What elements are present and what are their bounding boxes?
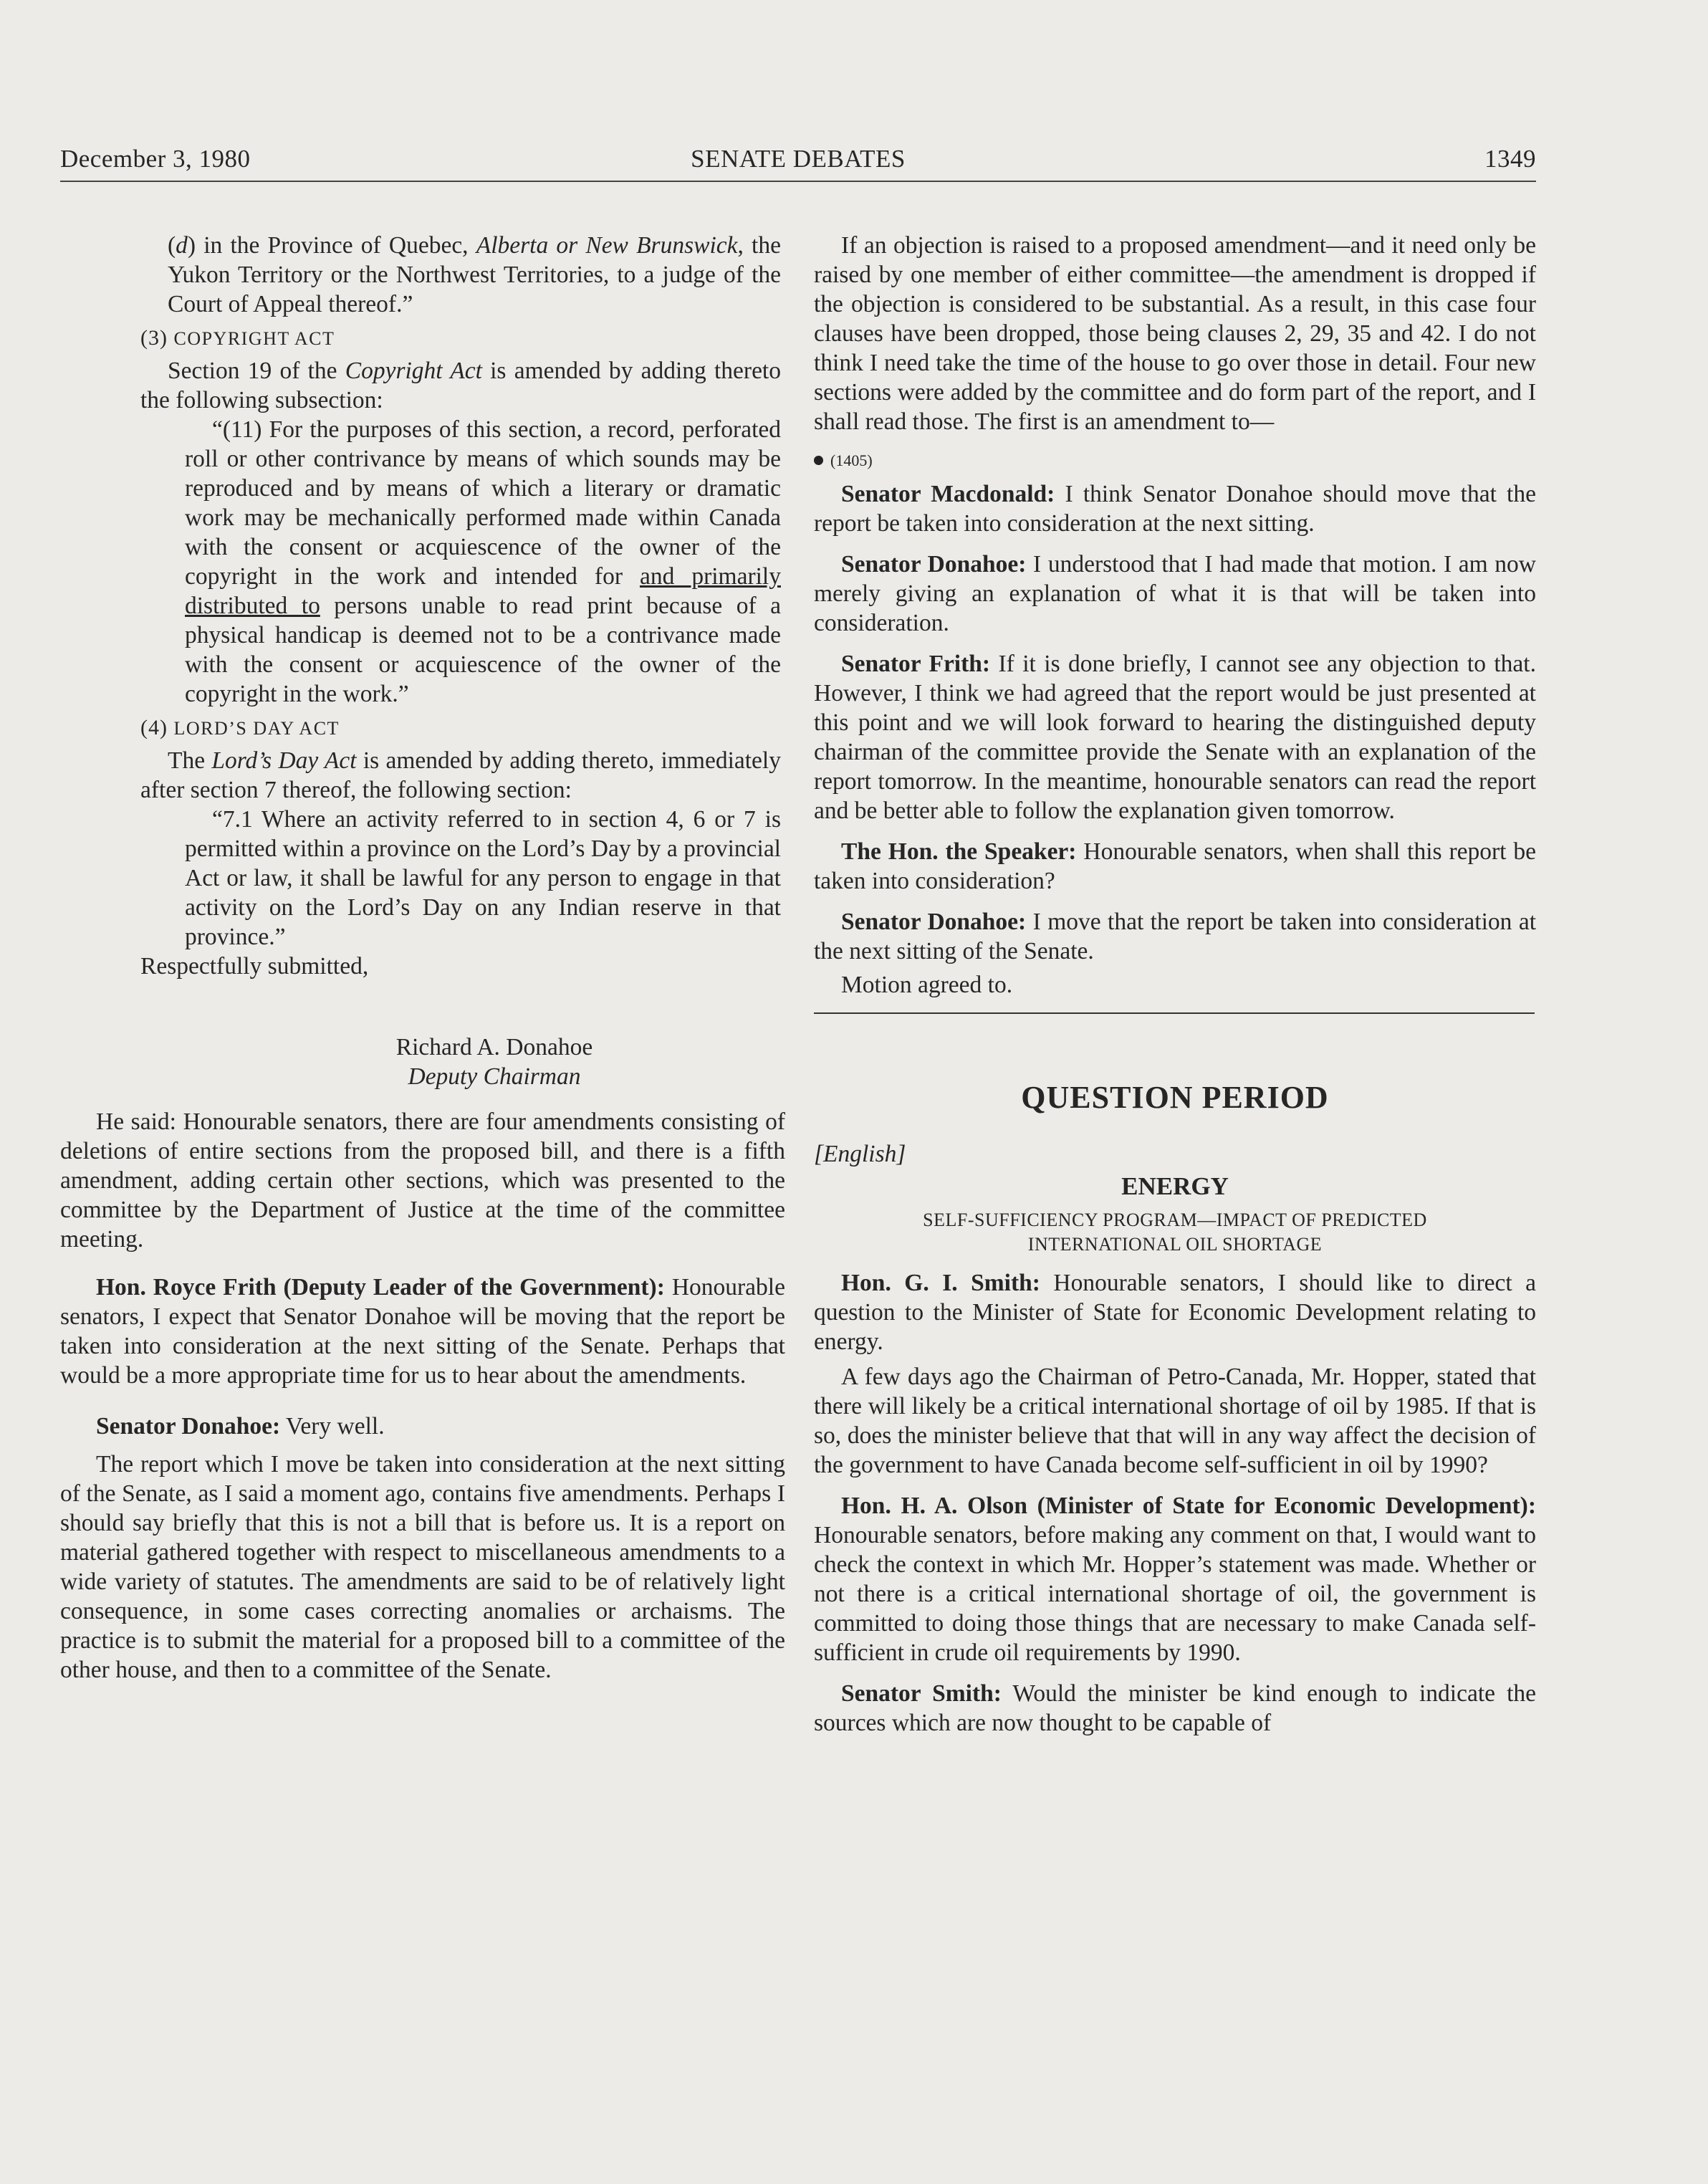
- smith-speech-2: Senator Smith: Would the minister be kind enough to indicate the sources which are now thought to be capable of: [814, 1680, 1536, 1736]
- donahoe-speech: Senator Donahoe: Very well.: [96, 1413, 385, 1440]
- header-page-number: 1349: [1484, 145, 1536, 173]
- page-header: [60, 145, 1536, 182]
- he-said-paragraph: He said: Honourable senators, there are four amendments consisting of deletions of entire sections from the proposed bill, and there is a fifth amendment, adding certain other sections, which was presented to the committee by the Department of Justice at the time of the committee meeting.: [60, 1108, 785, 1253]
- lords-day-intro: The Lord’s Day Act is amended by adding thereto, immediately after section 7 thereof, the following section:: [140, 747, 781, 803]
- subsection-11: “(11) For the purposes of this section, a record, perforated roll or other contrivance by means of which sounds may be reproduced and by means of which a literary or dramatic work may be mechanically performed made within Canada with the consent or acquiescence of the owner of the copyright in the work and intended for and primarily distributed to persons unable to read print because of a physical handicap is deemed not to be a contrivance made with the consent or acquiescence of the owner of the copyright in the work.”: [185, 416, 781, 707]
- section-divider: [814, 1012, 1535, 1014]
- frith-speech: Hon. Royce Frith (Deputy Leader of the Government): Honourable senators, I expect that Senator Donahoe will be moving that the report be taken into consideration at the next sitting of the Senate. Perhaps that would be a more appropriate time for us to hear about the amendments.: [60, 1274, 785, 1389]
- few-days-paragraph: A few days ago the Chairman of Petro-Canada, Mr. Hopper, stated that there will likely be a critical international shortage of oil by 1985. If that is so, does the minister believe that that will in any way affect the decision of the government to have Canada become self-sufficient in oil by 1990?: [814, 1364, 1536, 1478]
- objection-paragraph: If an objection is raised to a proposed amendment—and it need only be raised by one member of either committee—the amendment is dropped if the objection is considered to be substantial. As a result, in this case four clauses have been dropped, those being clauses 2, 29, 35 and 42. I do not think I need take the time of the house to go over those in detail. Four new sections were added by the committee and do form part of the report, and I shall read those. The first is an amendment to—: [814, 232, 1536, 435]
- donahoe-speech-2: Senator Donahoe: I understood that I had made that motion. I am now merely giving an explanation of what it is that will be taken into consideration.: [814, 551, 1537, 636]
- time-marker: (1405): [814, 444, 1536, 475]
- underlined-amendment: and primarily distributed to: [185, 563, 781, 619]
- signature-title: Deputy Chairman: [408, 1063, 581, 1090]
- copyright-act-heading: (3) COPYRIGHT ACT: [140, 326, 335, 350]
- question-period-title: QUESTION PERIOD: [1021, 1080, 1329, 1115]
- signature-name: Richard A. Donahoe: [395, 1034, 593, 1060]
- macdonald-speech: Senator Macdonald: I think Senator Donahoe should move that the report be taken into consideration at the next sitting.: [814, 481, 1536, 537]
- motion-agreed: Motion agreed to.: [841, 972, 1013, 998]
- header-title: SENATE DEBATES: [691, 145, 906, 173]
- respectfully-submitted: Respectfully submitted,: [140, 953, 369, 980]
- frith-speech-2: Senator Frith: If it is done briefly, I cannot see any objection to that. However, I think we had agreed that the report would be just presented at this point and we will look forward to hearing the distinguished deputy chairman of the committee provide the Senate with an explanation of the report tomorrow. In the meantime, honourable senators can read the report and be better able to follow the explanation given tomorrow.: [814, 651, 1536, 824]
- lords-day-act-heading: (4) LORD’S DAY ACT: [140, 716, 340, 739]
- donahoe-speech-3: Senator Donahoe: I move that the report be taken into consideration at the next sitting of the Senate.: [814, 909, 1537, 964]
- clause-d: (d) in the Province of Quebec, Alberta or New Brunswick, the Yukon Territory or the Northwest Territories, to a judge of the Court of Appeal thereof.”: [168, 232, 781, 317]
- section-19-intro: Section 19 of the Copyright Act is amended by adding thereto the following subsection:: [140, 358, 781, 413]
- right-column: [814, 231, 1536, 1738]
- report-paragraph: The report which I move be taken into consideration at the next sitting of the Senate, as I said a moment ago, contains five amendments. Perhaps I should say briefly that this is not a bill that is before us. It is a report on material gathered together with respect to miscellaneous amendments to a wide variety of statutes. The amendments are said to be of relatively light consequence, in some cases correcting anomalies or archaisms. The practice is to submit the material for a proposed bill to a committee of the other house, and then to a committee of the Senate.: [60, 1451, 785, 1683]
- bullet-icon: [814, 456, 823, 465]
- energy-heading: ENERGY: [1121, 1172, 1229, 1200]
- section-7-1: “7.1 Where an activity referred to in section 4, 6 or 7 is permitted within a province on the Lord’s Day by a provincial Act or law, it shall be lawful for any person to engage in that activity on the Lord’s Day on any Indian reserve in that province.”: [185, 806, 781, 950]
- left-column: [60, 231, 785, 1685]
- subject-subheading: SELF-SUFFICIENCY PROGRAM—IMPACT OF PREDICTED INTERNATIONAL OIL SHORTAGE: [923, 1210, 1427, 1255]
- language-marker: [English]: [814, 1141, 906, 1167]
- header-date: December 3, 1980: [60, 145, 251, 173]
- olson-speech: Hon. H. A. Olson (Minister of State for Economic Development): Honourable senators, before making any comment on that, I would want to check the context in which Mr. Hopper’s statement was made. Whether or not there is a critical international shortage of oil, the government is committed to doing those things that are necessary to make Canada self-sufficient in crude oil requirements by 1990.: [814, 1493, 1536, 1666]
- signature-block: [203, 1033, 785, 1091]
- speaker-speech: The Hon. the Speaker: Honourable senators, when shall this report be taken into consideration?: [814, 838, 1536, 894]
- smith-speech: Hon. G. I. Smith: Honourable senators, I should like to direct a question to the Minister of State for Economic Development relating to energy.: [814, 1270, 1536, 1355]
